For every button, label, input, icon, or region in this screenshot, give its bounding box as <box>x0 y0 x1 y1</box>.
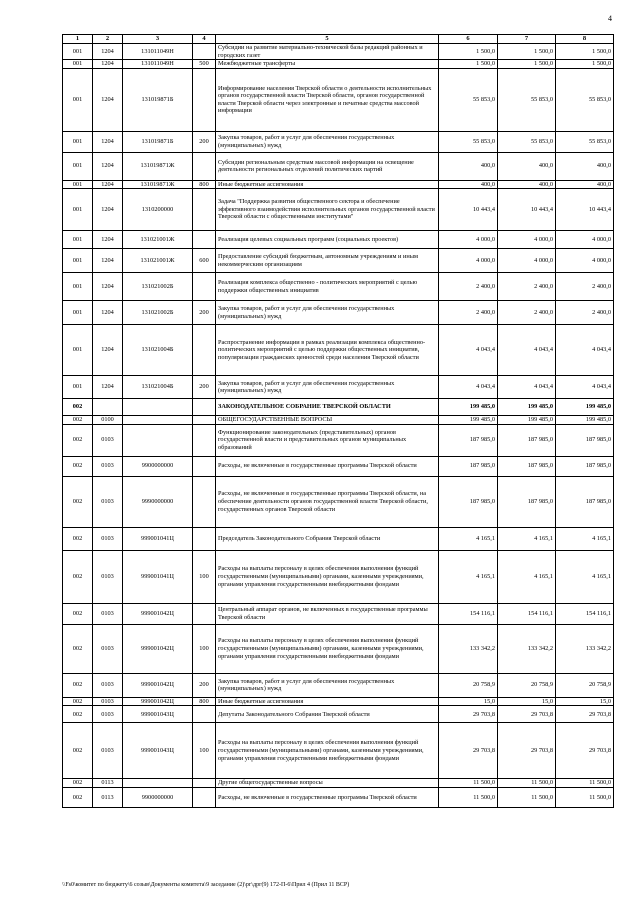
amount-cell: 4 043,4 <box>439 376 498 399</box>
amount-cell: 29 703,8 <box>439 706 498 723</box>
section-code-cell: 0103 <box>93 476 123 527</box>
target-article-cell: 131011049Н <box>123 60 193 69</box>
column-header: 2 <box>93 35 123 44</box>
target-article-cell: 999001042Ц <box>123 624 193 673</box>
table-row <box>63 673 614 697</box>
amount-cell: 11 500,0 <box>439 787 498 807</box>
amount-cell: 187 985,0 <box>498 476 556 527</box>
amount-cell: 4 165,1 <box>498 550 556 603</box>
amount-cell: 1 500,0 <box>556 44 614 60</box>
amount-cell: 2 400,0 <box>439 273 498 301</box>
expense-type-cell <box>193 325 216 376</box>
table-row <box>63 624 614 673</box>
ministry-code-cell: 001 <box>63 273 93 301</box>
amount-cell: 133 342,2 <box>439 624 498 673</box>
amount-cell: 15,0 <box>439 697 498 706</box>
amount-cell: 4 043,4 <box>439 325 498 376</box>
table-row <box>63 424 614 456</box>
amount-cell: 1 500,0 <box>439 44 498 60</box>
amount-cell: 4 000,0 <box>498 231 556 249</box>
amount-cell: 4 165,1 <box>498 527 556 550</box>
section-code-cell: 0103 <box>93 697 123 706</box>
ministry-code-cell: 002 <box>63 476 93 527</box>
table-row <box>63 779 614 788</box>
ministry-code-cell: 001 <box>63 189 93 231</box>
table-row <box>63 550 614 603</box>
ministry-code-cell: 002 <box>63 779 93 788</box>
target-article-cell: 131021004Б <box>123 325 193 376</box>
amount-cell: 187 985,0 <box>556 456 614 476</box>
ministry-code-cell: 002 <box>63 697 93 706</box>
table-row <box>63 273 614 301</box>
amount-cell: 4 000,0 <box>439 231 498 249</box>
amount-cell: 2 400,0 <box>498 301 556 325</box>
table-row <box>63 723 614 779</box>
amount-cell: 55 853,0 <box>498 131 556 152</box>
amount-cell: 199 485,0 <box>556 399 614 416</box>
target-article-cell: 999001042Ц <box>123 603 193 624</box>
column-header: 1 <box>63 35 93 44</box>
description-cell: Расходы, не включенные в государственные программы Тверской области <box>216 787 439 807</box>
amount-cell: 187 985,0 <box>498 456 556 476</box>
target-article-cell: 131019871Ж <box>123 180 193 189</box>
amount-cell: 187 985,0 <box>498 424 556 456</box>
table-row <box>63 131 614 152</box>
section-code-cell: 0103 <box>93 603 123 624</box>
section-code-cell: 0103 <box>93 624 123 673</box>
column-header: 3 <box>123 35 193 44</box>
amount-cell: 2 400,0 <box>498 273 556 301</box>
ministry-code-cell: 001 <box>63 376 93 399</box>
expense-type-cell <box>193 527 216 550</box>
amount-cell: 400,0 <box>556 152 614 180</box>
expense-type-cell <box>193 68 216 131</box>
table-row <box>63 68 614 131</box>
description-cell: Реализация целевых социальных программ (социальных проектов) <box>216 231 439 249</box>
amount-cell: 154 116,1 <box>556 603 614 624</box>
amount-cell: 1 500,0 <box>498 44 556 60</box>
expense-type-cell <box>193 787 216 807</box>
target-article-cell: 131019871Б <box>123 68 193 131</box>
ministry-code-cell: 002 <box>63 424 93 456</box>
ministry-code-cell: 001 <box>63 249 93 273</box>
description-cell: ОБЩЕГОСУДАРСТВЕННЫЕ ВОПРОСЫ <box>216 416 439 425</box>
amount-cell: 20 758,9 <box>439 673 498 697</box>
target-article-cell: 999001042Ц <box>123 697 193 706</box>
expense-type-cell: 200 <box>193 131 216 152</box>
ministry-code-cell: 002 <box>63 624 93 673</box>
ministry-code-cell: 001 <box>63 301 93 325</box>
amount-cell: 1 500,0 <box>498 60 556 69</box>
section-code-cell: 1204 <box>93 325 123 376</box>
table-row <box>63 301 614 325</box>
amount-cell: 10 443,4 <box>556 189 614 231</box>
amount-cell: 55 853,0 <box>439 68 498 131</box>
description-cell: Расходы, не включенные в государственные программы Тверской области <box>216 456 439 476</box>
amount-cell: 11 500,0 <box>439 779 498 788</box>
amount-cell: 2 400,0 <box>556 301 614 325</box>
expense-type-cell <box>193 706 216 723</box>
table-row <box>63 527 614 550</box>
target-article-cell: 131021001Ж <box>123 231 193 249</box>
amount-cell: 11 500,0 <box>498 779 556 788</box>
target-article-cell <box>123 399 193 416</box>
description-cell: Предоставление субсидий бюджетным, автономным учреждениям и иным некоммерческим организациям <box>216 249 439 273</box>
target-article-cell: 131019871Ж <box>123 152 193 180</box>
description-cell: Реализация комплекса общественно - политических мероприятий с целью поддержки общественных инициатив <box>216 273 439 301</box>
ministry-code-cell: 001 <box>63 180 93 189</box>
column-header: 8 <box>556 35 614 44</box>
amount-cell: 2 400,0 <box>439 301 498 325</box>
amount-cell: 4 000,0 <box>439 249 498 273</box>
description-cell: Иные бюджетные ассигнования <box>216 180 439 189</box>
amount-cell: 10 443,4 <box>439 189 498 231</box>
amount-cell: 11 500,0 <box>556 787 614 807</box>
amount-cell: 4 000,0 <box>556 231 614 249</box>
target-article-cell: 999001041Ц <box>123 550 193 603</box>
target-article-cell: 131011049Н <box>123 44 193 60</box>
ministry-code-cell: 001 <box>63 131 93 152</box>
amount-cell: 4 043,4 <box>498 376 556 399</box>
amount-cell: 187 985,0 <box>556 424 614 456</box>
ministry-code-cell: 001 <box>63 60 93 69</box>
description-cell: Субсидии на развитие материально-технической базы редакций районных и городских газет <box>216 44 439 60</box>
amount-cell: 29 703,8 <box>498 706 556 723</box>
ministry-code-cell: 002 <box>63 550 93 603</box>
section-code-cell: 1204 <box>93 68 123 131</box>
table-row <box>63 416 614 425</box>
amount-cell: 199 485,0 <box>498 416 556 425</box>
target-article-cell: 131021004Б <box>123 376 193 399</box>
amount-cell: 29 703,8 <box>556 706 614 723</box>
amount-cell: 20 758,9 <box>498 673 556 697</box>
ministry-code-cell: 002 <box>63 706 93 723</box>
amount-cell: 4 043,4 <box>498 325 556 376</box>
expense-type-cell: 200 <box>193 301 216 325</box>
table-row <box>63 399 614 416</box>
section-code-cell: 0103 <box>93 527 123 550</box>
ministry-code-cell: 002 <box>63 787 93 807</box>
amount-cell: 15,0 <box>498 697 556 706</box>
table-row <box>63 706 614 723</box>
ministry-code-cell: 002 <box>63 527 93 550</box>
expense-type-cell <box>193 456 216 476</box>
table-row <box>63 231 614 249</box>
expense-type-cell: 600 <box>193 249 216 273</box>
description-cell: ЗАКОНОДАТЕЛЬНОЕ СОБРАНИЕ ТВЕРСКОЙ ОБЛАСТИ <box>216 399 439 416</box>
description-cell: Иные бюджетные ассигнования <box>216 697 439 706</box>
amount-cell: 1 500,0 <box>439 60 498 69</box>
column-header: 7 <box>498 35 556 44</box>
section-code-cell: 1204 <box>93 249 123 273</box>
table-row <box>63 476 614 527</box>
target-article-cell: 131019871Б <box>123 131 193 152</box>
description-cell: Депутаты Законодательного Собрания Тверской области <box>216 706 439 723</box>
table-row <box>63 456 614 476</box>
section-code-cell: 0103 <box>93 706 123 723</box>
expense-type-cell <box>193 44 216 60</box>
target-article-cell: 999001043Ц <box>123 706 193 723</box>
table-row <box>63 376 614 399</box>
description-cell: Информирование населения Тверской области о деятельности исполнительных органов государственной власти Тверской области, органов государственной власти Тверской области через электронные и печатные средства массовой информации <box>216 68 439 131</box>
target-article-cell: 131021001Ж <box>123 249 193 273</box>
table-row <box>63 325 614 376</box>
section-code-cell: 1204 <box>93 180 123 189</box>
amount-cell: 4 000,0 <box>556 249 614 273</box>
amount-cell: 29 703,8 <box>556 723 614 779</box>
expense-type-cell <box>193 424 216 456</box>
amount-cell: 55 853,0 <box>498 68 556 131</box>
table-row <box>63 697 614 706</box>
column-header: 6 <box>439 35 498 44</box>
target-article-cell: 1310200000 <box>123 189 193 231</box>
budget-table <box>62 34 614 808</box>
table-row <box>63 60 614 69</box>
amount-cell: 400,0 <box>439 152 498 180</box>
amount-cell: 55 853,0 <box>439 131 498 152</box>
ministry-code-cell: 002 <box>63 673 93 697</box>
expense-type-cell <box>193 189 216 231</box>
target-article-cell: 9900000000 <box>123 456 193 476</box>
target-article-cell: 999001041Ц <box>123 527 193 550</box>
table-row <box>63 152 614 180</box>
table-row <box>63 44 614 60</box>
section-code-cell: 0100 <box>93 416 123 425</box>
amount-cell: 4 043,4 <box>556 376 614 399</box>
amount-cell: 4 000,0 <box>498 249 556 273</box>
amount-cell: 10 443,4 <box>498 189 556 231</box>
description-cell: Закупка товаров, работ и услуг для обеспечения государственных (муниципальных) нужд <box>216 673 439 697</box>
description-cell: Закупка товаров, работ и услуг для обеспечения государственных (муниципальных) нужд <box>216 131 439 152</box>
table-row <box>63 603 614 624</box>
amount-cell: 400,0 <box>439 180 498 189</box>
target-article-cell <box>123 779 193 788</box>
ministry-code-cell: 001 <box>63 44 93 60</box>
expense-type-cell <box>193 779 216 788</box>
section-code-cell: 1204 <box>93 189 123 231</box>
amount-cell: 400,0 <box>498 152 556 180</box>
amount-cell: 133 342,2 <box>498 624 556 673</box>
amount-cell: 199 485,0 <box>439 399 498 416</box>
amount-cell: 55 853,0 <box>556 131 614 152</box>
target-article-cell <box>123 424 193 456</box>
description-cell: Председатель Законодательного Собрания Тверской области <box>216 527 439 550</box>
amount-cell: 4 165,1 <box>556 527 614 550</box>
section-code-cell: 1204 <box>93 231 123 249</box>
amount-cell: 400,0 <box>498 180 556 189</box>
expense-type-cell: 500 <box>193 60 216 69</box>
expense-type-cell: 200 <box>193 376 216 399</box>
section-code-cell: 0113 <box>93 779 123 788</box>
amount-cell: 154 116,1 <box>439 603 498 624</box>
ministry-code-cell: 002 <box>63 456 93 476</box>
target-article-cell <box>123 416 193 425</box>
section-code-cell: 1204 <box>93 131 123 152</box>
amount-cell: 15,0 <box>556 697 614 706</box>
expense-type-cell: 100 <box>193 624 216 673</box>
section-code-cell: 1204 <box>93 376 123 399</box>
ministry-code-cell: 002 <box>63 723 93 779</box>
amount-cell: 29 703,8 <box>498 723 556 779</box>
expense-type-cell: 800 <box>193 697 216 706</box>
section-code-cell: 1204 <box>93 44 123 60</box>
amount-cell: 187 985,0 <box>439 456 498 476</box>
amount-cell: 400,0 <box>556 180 614 189</box>
table-row <box>63 787 614 807</box>
expense-type-cell <box>193 152 216 180</box>
section-code-cell: 1204 <box>93 273 123 301</box>
expense-type-cell: 800 <box>193 180 216 189</box>
target-article-cell: 9990000000 <box>123 476 193 527</box>
amount-cell: 154 116,1 <box>498 603 556 624</box>
amount-cell: 187 985,0 <box>439 476 498 527</box>
amount-cell: 2 400,0 <box>556 273 614 301</box>
table-row <box>63 180 614 189</box>
description-cell: Распространение информации в рамках реализации комплекса общественно-политических мероприятий с целью поддержки общественных инициатив, популяризации гражданских ценностей среди населения Тверской области <box>216 325 439 376</box>
description-cell: Расходы на выплаты персоналу в целях обеспечения выполнения функций государственными (муниципальными) органами, казенными учреждениями, органами управления государственными внебюджетными фондами <box>216 624 439 673</box>
section-code-cell: 0103 <box>93 723 123 779</box>
ministry-code-cell: 001 <box>63 231 93 249</box>
ministry-code-cell: 002 <box>63 416 93 425</box>
expense-type-cell: 100 <box>193 723 216 779</box>
description-cell: Функционирование законодательных (представительных) органов государственной власти и представительных органов муниципальных образований <box>216 424 439 456</box>
amount-cell: 4 165,1 <box>439 527 498 550</box>
expense-type-cell <box>193 273 216 301</box>
target-article-cell: 131021002Б <box>123 301 193 325</box>
expense-type-cell <box>193 231 216 249</box>
ministry-code-cell: 002 <box>63 603 93 624</box>
column-header: 5 <box>216 35 439 44</box>
expense-type-cell <box>193 416 216 425</box>
ministry-code-cell: 001 <box>63 152 93 180</box>
description-cell: Другие общегосударственные вопросы <box>216 779 439 788</box>
amount-cell: 20 758,9 <box>556 673 614 697</box>
description-cell: Субсидии региональным средствам массовой информации на освещение деятельности региональных отделений политических партий <box>216 152 439 180</box>
expense-type-cell <box>193 476 216 527</box>
file-path-footer: \\Fs0\комитет по бюджету\6 созыв\Документы комитета\9 заседание (2)\рг\дрг(9) 172-П-6\Прил 4 (Прил 11 ВСР) <box>62 882 350 888</box>
amount-cell: 29 703,8 <box>439 723 498 779</box>
description-cell: Закупка товаров, работ и услуг для обеспечения государственных (муниципальных) нужд <box>216 376 439 399</box>
description-cell: Центральный аппарат органов, не включенных в государственные программы Тверской области <box>216 603 439 624</box>
description-cell: Расходы, не включенные в государственные программы Тверской области, на обеспечение деятельности органов государственной власти Тверской области, государственных органов Тверской области <box>216 476 439 527</box>
section-code-cell: 1204 <box>93 301 123 325</box>
expense-type-cell: 200 <box>193 673 216 697</box>
ministry-code-cell: 001 <box>63 68 93 131</box>
section-code-cell: 0113 <box>93 787 123 807</box>
description-cell: Расходы на выплаты персоналу в целях обеспечения выполнения функций государственными (муниципальными) органами, казенными учреждениями, органами управления государственными внебюджетными фондами <box>216 723 439 779</box>
description-cell: Задача "Поддержка развития общественного сектора и обеспечение эффективного взаимодействия исполнительных органов государственной власти Тверской области с общественными институтами" <box>216 189 439 231</box>
expense-type-cell <box>193 399 216 416</box>
amount-cell: 4 043,4 <box>556 325 614 376</box>
section-code-cell <box>93 399 123 416</box>
amount-cell: 4 165,1 <box>556 550 614 603</box>
amount-cell: 55 853,0 <box>556 68 614 131</box>
column-header: 4 <box>193 35 216 44</box>
amount-cell: 4 165,1 <box>439 550 498 603</box>
target-article-cell: 9900000000 <box>123 787 193 807</box>
target-article-cell: 999001043Ц <box>123 723 193 779</box>
section-code-cell: 0103 <box>93 673 123 697</box>
target-article-cell: 131021002Б <box>123 273 193 301</box>
amount-cell: 199 485,0 <box>439 416 498 425</box>
amount-cell: 133 342,2 <box>556 624 614 673</box>
description-cell: Закупка товаров, работ и услуг для обеспечения государственных (муниципальных) нужд <box>216 301 439 325</box>
target-article-cell: 999001042Ц <box>123 673 193 697</box>
amount-cell: 1 500,0 <box>556 60 614 69</box>
section-code-cell: 1204 <box>93 152 123 180</box>
description-cell: Межбюджетные трансферты <box>216 60 439 69</box>
ministry-code-cell: 002 <box>63 399 93 416</box>
table-row <box>63 249 614 273</box>
description-cell: Расходы на выплаты персоналу в целях обеспечения выполнения функций государственными (муниципальными) органами, казенными учреждениями, органами управления государственными внебюджетными фондами <box>216 550 439 603</box>
ministry-code-cell: 001 <box>63 325 93 376</box>
amount-cell: 199 485,0 <box>556 416 614 425</box>
page-number: 4 <box>608 14 612 23</box>
section-code-cell: 0103 <box>93 424 123 456</box>
amount-cell: 187 985,0 <box>556 476 614 527</box>
amount-cell: 199 485,0 <box>498 399 556 416</box>
expense-type-cell: 100 <box>193 550 216 603</box>
amount-cell: 11 500,0 <box>556 779 614 788</box>
table-row <box>63 189 614 231</box>
amount-cell: 11 500,0 <box>498 787 556 807</box>
section-code-cell: 1204 <box>93 60 123 69</box>
section-code-cell: 0103 <box>93 456 123 476</box>
column-header-row <box>63 35 614 44</box>
section-code-cell: 0103 <box>93 550 123 603</box>
amount-cell: 187 985,0 <box>439 424 498 456</box>
expense-type-cell <box>193 603 216 624</box>
